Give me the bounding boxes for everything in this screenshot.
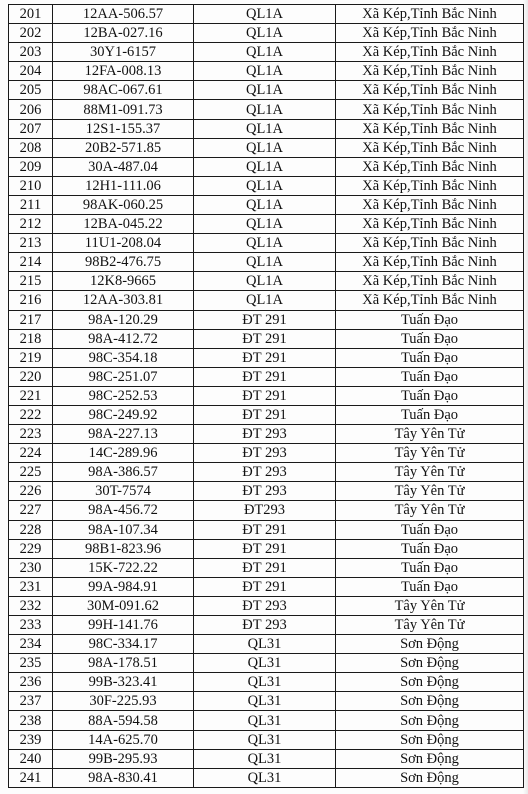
license-plate-cell: 98C-252.53 — [53, 386, 194, 405]
table-row — [9, 482, 524, 501]
table-row — [9, 520, 524, 539]
table-row — [9, 310, 524, 329]
license-plate-cell: 14A-625.70 — [53, 730, 194, 749]
table-row — [9, 558, 524, 577]
table-row — [9, 749, 524, 768]
location-cell: Sơn Động — [336, 730, 524, 749]
road-cell: QL31 — [194, 730, 336, 749]
license-plate-cell: 99B-295.93 — [53, 749, 194, 768]
table-row — [9, 348, 524, 367]
location-cell: Xã Kép,Tỉnh Bắc Ninh — [336, 272, 524, 291]
license-plate-cell: 88M1-091.73 — [53, 100, 194, 119]
location-cell: Tây Yên Tử — [336, 596, 524, 615]
location-cell: Xã Kép,Tỉnh Bắc Ninh — [336, 291, 524, 310]
license-plate-cell: 98C-251.07 — [53, 367, 194, 386]
license-plate-cell: 14C-289.96 — [53, 444, 194, 463]
table-row — [9, 253, 524, 272]
row-number-cell: 204 — [9, 62, 53, 81]
license-plate-cell: 98A-456.72 — [53, 501, 194, 520]
location-cell: Tuấn Đạo — [336, 329, 524, 348]
road-cell: ĐT 293 — [194, 482, 336, 501]
table-row — [9, 635, 524, 654]
row-number-cell: 235 — [9, 654, 53, 673]
row-number-cell: 233 — [9, 616, 53, 635]
location-cell: Tuấn Đạo — [336, 520, 524, 539]
road-cell: QL31 — [194, 635, 336, 654]
location-cell: Xã Kép,Tỉnh Bắc Ninh — [336, 119, 524, 138]
location-cell: Tây Yên Tử — [336, 616, 524, 635]
table-row — [9, 195, 524, 214]
license-plate-cell: 98A-830.41 — [53, 768, 194, 787]
row-number-cell: 238 — [9, 711, 53, 730]
table-row — [9, 768, 524, 787]
location-cell: Sơn Động — [336, 711, 524, 730]
road-cell: ĐT 293 — [194, 444, 336, 463]
row-number-cell: 230 — [9, 558, 53, 577]
road-cell: QL1A — [194, 100, 336, 119]
row-number-cell: 237 — [9, 692, 53, 711]
location-cell: Tây Yên Tử — [336, 444, 524, 463]
road-cell: QL1A — [194, 176, 336, 195]
location-cell: Xã Kép,Tỉnh Bắc Ninh — [336, 100, 524, 119]
location-cell: Xã Kép,Tỉnh Bắc Ninh — [336, 176, 524, 195]
table-row — [9, 62, 524, 81]
location-cell: Sơn Động — [336, 654, 524, 673]
license-plate-cell: 30A-487.04 — [53, 157, 194, 176]
location-cell: Xã Kép,Tỉnh Bắc Ninh — [336, 24, 524, 43]
row-number-cell: 213 — [9, 234, 53, 253]
license-plate-cell: 98AC-067.61 — [53, 81, 194, 100]
table-row — [9, 215, 524, 234]
license-plate-cell: 11U1-208.04 — [53, 234, 194, 253]
license-plate-cell: 98C-249.92 — [53, 405, 194, 424]
table-row — [9, 176, 524, 195]
location-cell: Sơn Động — [336, 635, 524, 654]
row-number-cell: 211 — [9, 195, 53, 214]
location-cell: Sơn Động — [336, 692, 524, 711]
road-cell: ĐT293 — [194, 501, 336, 520]
license-plate-cell: 15K-722.22 — [53, 558, 194, 577]
license-plate-cell: 12K8-9665 — [53, 272, 194, 291]
license-plate-cell: 99H-141.76 — [53, 616, 194, 635]
table-row — [9, 405, 524, 424]
table-row — [9, 138, 524, 157]
table-row — [9, 272, 524, 291]
road-cell: ĐT 291 — [194, 329, 336, 348]
road-cell: QL31 — [194, 711, 336, 730]
row-number-cell: 201 — [9, 5, 53, 24]
license-plate-cell: 12H1-111.06 — [53, 176, 194, 195]
location-cell: Tuấn Đạo — [336, 348, 524, 367]
location-cell: Sơn Động — [336, 749, 524, 768]
table-row — [9, 81, 524, 100]
road-cell: QL1A — [194, 43, 336, 62]
license-plate-cell: 30Y1-6157 — [53, 43, 194, 62]
license-plate-cell: 30T-7574 — [53, 482, 194, 501]
table-body — [9, 5, 524, 788]
license-plate-cell: 98A-107.34 — [53, 520, 194, 539]
row-number-cell: 227 — [9, 501, 53, 520]
license-plate-cell: 20B2-571.85 — [53, 138, 194, 157]
row-number-cell: 214 — [9, 253, 53, 272]
row-number-cell: 220 — [9, 367, 53, 386]
table-row — [9, 444, 524, 463]
location-cell: Tuấn Đạo — [336, 558, 524, 577]
road-cell: QL1A — [194, 81, 336, 100]
road-cell: QL1A — [194, 138, 336, 157]
license-plate-cell: 88A-594.58 — [53, 711, 194, 730]
table-row — [9, 463, 524, 482]
road-cell: QL1A — [194, 195, 336, 214]
table-row — [9, 616, 524, 635]
location-cell: Xã Kép,Tỉnh Bắc Ninh — [336, 81, 524, 100]
row-number-cell: 225 — [9, 463, 53, 482]
row-number-cell: 208 — [9, 138, 53, 157]
road-cell: ĐT 291 — [194, 367, 336, 386]
road-cell: QL1A — [194, 62, 336, 81]
row-number-cell: 232 — [9, 596, 53, 615]
row-number-cell: 221 — [9, 386, 53, 405]
road-cell: QL31 — [194, 692, 336, 711]
license-plate-cell: 98B1-823.96 — [53, 539, 194, 558]
road-cell: ĐT 291 — [194, 558, 336, 577]
table-row — [9, 234, 524, 253]
table-row — [9, 291, 524, 310]
license-plate-cell: 99A-984.91 — [53, 577, 194, 596]
table-row — [9, 692, 524, 711]
row-number-cell: 218 — [9, 329, 53, 348]
location-cell: Tuấn Đạo — [336, 367, 524, 386]
road-cell: QL1A — [194, 291, 336, 310]
row-number-cell: 202 — [9, 24, 53, 43]
row-number-cell: 217 — [9, 310, 53, 329]
table-row — [9, 654, 524, 673]
table-row — [9, 577, 524, 596]
license-plate-cell: 98AK-060.25 — [53, 195, 194, 214]
license-plate-cell: 30M-091.62 — [53, 596, 194, 615]
road-cell: ĐT 291 — [194, 520, 336, 539]
row-number-cell: 216 — [9, 291, 53, 310]
license-plate-cell: 98A-227.13 — [53, 425, 194, 444]
table-row — [9, 157, 524, 176]
road-cell: ĐT 293 — [194, 596, 336, 615]
road-cell: QL31 — [194, 673, 336, 692]
row-number-cell: 234 — [9, 635, 53, 654]
road-cell: ĐT 293 — [194, 463, 336, 482]
license-plate-cell: 98A-178.51 — [53, 654, 194, 673]
license-plate-cell: 12BA-045.22 — [53, 215, 194, 234]
row-number-cell: 219 — [9, 348, 53, 367]
location-cell: Tây Yên Tử — [336, 425, 524, 444]
location-cell: Tuấn Đạo — [336, 386, 524, 405]
road-cell: QL1A — [194, 234, 336, 253]
table-row — [9, 367, 524, 386]
location-cell: Tây Yên Tử — [336, 501, 524, 520]
license-plate-cell: 12AA-506.57 — [53, 5, 194, 24]
row-number-cell: 229 — [9, 539, 53, 558]
road-cell: ĐT 293 — [194, 616, 336, 635]
table-row — [9, 119, 524, 138]
row-number-cell: 209 — [9, 157, 53, 176]
license-plate-cell: 12AA-303.81 — [53, 291, 194, 310]
table-row — [9, 329, 524, 348]
location-cell: Xã Kép,Tỉnh Bắc Ninh — [336, 253, 524, 272]
row-number-cell: 203 — [9, 43, 53, 62]
table-row — [9, 43, 524, 62]
license-plate-cell: 98A-386.57 — [53, 463, 194, 482]
table-row — [9, 501, 524, 520]
license-plate-cell: 12BA-027.16 — [53, 24, 194, 43]
road-cell: QL1A — [194, 272, 336, 291]
table-row — [9, 5, 524, 24]
row-number-cell: 231 — [9, 577, 53, 596]
license-plate-cell: 98B2-476.75 — [53, 253, 194, 272]
table-row — [9, 425, 524, 444]
location-cell: Tuấn Đạo — [336, 539, 524, 558]
table-row — [9, 596, 524, 615]
road-cell: QL31 — [194, 749, 336, 768]
row-number-cell: 206 — [9, 100, 53, 119]
table-row — [9, 24, 524, 43]
road-cell: ĐT 291 — [194, 539, 336, 558]
table-row — [9, 730, 524, 749]
row-number-cell: 241 — [9, 768, 53, 787]
row-number-cell: 239 — [9, 730, 53, 749]
license-plate-cell: 98C-354.18 — [53, 348, 194, 367]
table-row — [9, 673, 524, 692]
location-cell: Tuấn Đạo — [336, 577, 524, 596]
road-cell: ĐT 291 — [194, 310, 336, 329]
row-number-cell: 240 — [9, 749, 53, 768]
license-plate-cell: 98A-120.29 — [53, 310, 194, 329]
row-number-cell: 236 — [9, 673, 53, 692]
location-cell: Xã Kép,Tỉnh Bắc Ninh — [336, 157, 524, 176]
location-cell: Xã Kép,Tỉnh Bắc Ninh — [336, 215, 524, 234]
license-plate-cell: 12FA-008.13 — [53, 62, 194, 81]
table-row — [9, 100, 524, 119]
row-number-cell: 207 — [9, 119, 53, 138]
location-cell: Tuấn Đạo — [336, 310, 524, 329]
location-cell: Sơn Động — [336, 673, 524, 692]
road-cell: QL31 — [194, 654, 336, 673]
license-plate-cell: 30F-225.93 — [53, 692, 194, 711]
road-cell: QL1A — [194, 119, 336, 138]
row-number-cell: 228 — [9, 520, 53, 539]
road-cell: QL1A — [194, 157, 336, 176]
road-cell: QL1A — [194, 215, 336, 234]
road-cell: QL31 — [194, 768, 336, 787]
location-cell: Xã Kép,Tỉnh Bắc Ninh — [336, 62, 524, 81]
location-cell: Tây Yên Tử — [336, 463, 524, 482]
row-number-cell: 223 — [9, 425, 53, 444]
table-row — [9, 539, 524, 558]
location-cell: Sơn Động — [336, 768, 524, 787]
row-number-cell: 215 — [9, 272, 53, 291]
road-cell: ĐT 291 — [194, 405, 336, 424]
license-plate-cell: 12S1-155.37 — [53, 119, 194, 138]
table-row — [9, 386, 524, 405]
license-plate-cell: 98C-334.17 — [53, 635, 194, 654]
location-cell: Xã Kép,Tỉnh Bắc Ninh — [336, 43, 524, 62]
row-number-cell: 224 — [9, 444, 53, 463]
row-number-cell: 212 — [9, 215, 53, 234]
road-cell: ĐT 291 — [194, 577, 336, 596]
violation-table — [8, 4, 524, 788]
road-cell: QL1A — [194, 253, 336, 272]
location-cell: Xã Kép,Tỉnh Bắc Ninh — [336, 234, 524, 253]
road-cell: QL1A — [194, 24, 336, 43]
location-cell: Xã Kép,Tỉnh Bắc Ninh — [336, 138, 524, 157]
page-edge-shadow — [523, 0, 528, 794]
road-cell: QL1A — [194, 5, 336, 24]
location-cell: Tuấn Đạo — [336, 405, 524, 424]
location-cell: Tây Yên Tử — [336, 482, 524, 501]
location-cell: Xã Kép,Tỉnh Bắc Ninh — [336, 5, 524, 24]
row-number-cell: 222 — [9, 405, 53, 424]
row-number-cell: 226 — [9, 482, 53, 501]
row-number-cell: 210 — [9, 176, 53, 195]
road-cell: ĐT 293 — [194, 425, 336, 444]
license-plate-cell: 98A-412.72 — [53, 329, 194, 348]
row-number-cell: 205 — [9, 81, 53, 100]
road-cell: ĐT 291 — [194, 386, 336, 405]
license-plate-cell: 99B-323.41 — [53, 673, 194, 692]
table-row — [9, 711, 524, 730]
road-cell: ĐT 291 — [194, 348, 336, 367]
location-cell: Xã Kép,Tỉnh Bắc Ninh — [336, 195, 524, 214]
